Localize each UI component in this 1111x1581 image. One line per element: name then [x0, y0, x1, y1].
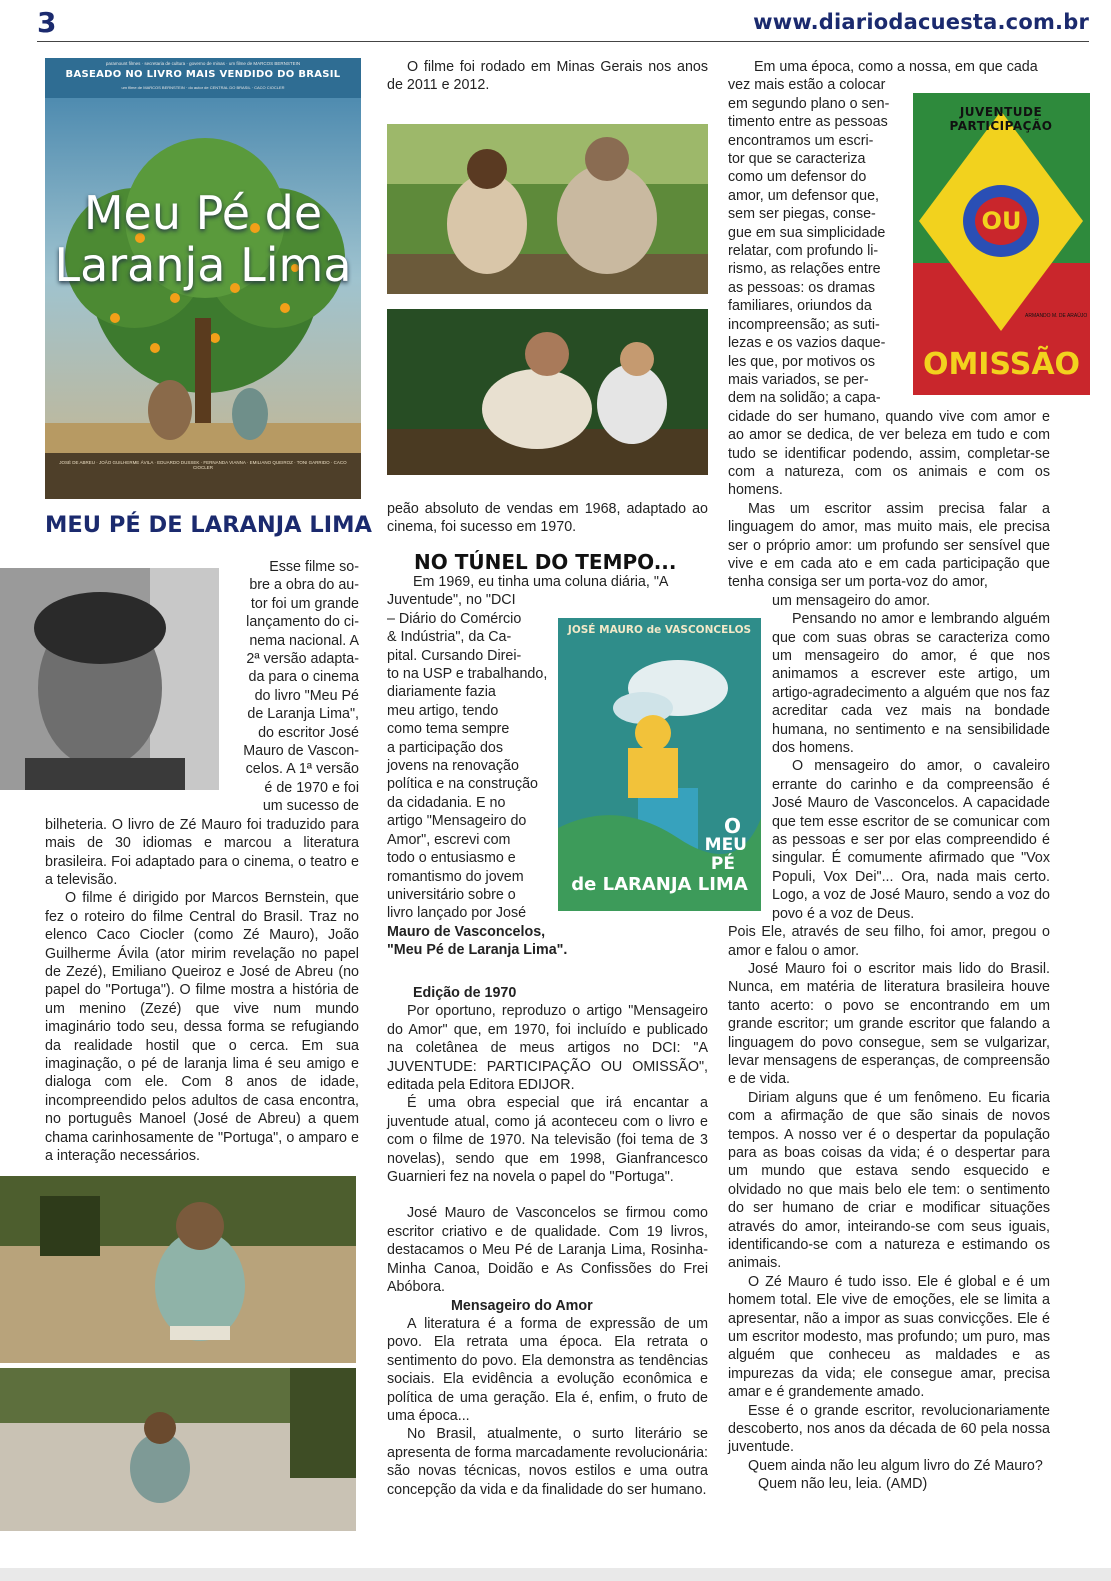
right-p1-line: timento entre as pessoas	[728, 114, 888, 131]
right-p1-line: em segundo plano o sen-	[728, 95, 890, 112]
juventude-side-text: ARMANDO M. DE ARAÚJO	[1025, 313, 1088, 319]
right-p1-first: Em uma época, como a nossa, em que cada	[754, 59, 1038, 75]
juventude-arc-text: JUVENTUDE PARTICIPAÇÃO	[949, 105, 1053, 133]
right-p4-end: Pois Ele, através de seu filho, foi amor, pregou o amor e falou o amor.	[728, 924, 1050, 959]
right-p7: O Zé Mauro é tudo isso. Ele é global e é um homem total. Ele vive de emoções, ele se limita a apresentar, não a impor as suas convicções. Ele é um escritor modesto, mas profundo; um puro, mas alguém que conheceu as maldades e as impurezas da vida; ele consegue amar, precisa amar e é grandemente amado.	[728, 1273, 1050, 1401]
tunnel-line: romantismo do jovem	[387, 868, 524, 885]
right-p1-narrow	[728, 76, 898, 407]
page-number: 3	[37, 6, 57, 39]
left-p1-line: lançamento do ci-	[246, 614, 359, 631]
article-title: MEU PÉ DE LARANJA LIMA	[45, 512, 372, 538]
poster-tagline: BASEADO NO LIVRO MAIS VENDIDO DO BRASIL	[65, 69, 341, 80]
right-p1-line: como um defensor do	[728, 169, 867, 186]
left-p1-line: celos. A 1ª versão	[245, 761, 359, 778]
poster-sub-credits: um filme de MARCOS BERNSTEIN · do autor de CENTRAL DO BRASIL · CACO CIOCLER	[121, 85, 285, 90]
left-p1-line: do escritor José	[258, 724, 359, 741]
poster-title-line1: Meu Pé de	[83, 186, 323, 240]
right-p3: Pensando no amor e lembrando alguém que com suas obras se caracteriza como um mensageiro do amor, é que nos animamos a escrever este artigo, um artigo-agradecimento a alguém que nos faz acreditar cada vez mais na bondade humana, no sentimento e na sensibilidade dos homens.	[772, 611, 1050, 757]
right-p5: José Mauro foi o escritor mais lido do Brasil. Nunca, em matéria de literatura brasileira houve tanto acerto: o povo se encontrando em um grande escritor; um grande escritor que falando a linguagem do povo consegue, sem se vulgarizar, levar mensagens de esperanças, de compreensão e de vida.	[728, 960, 1050, 1088]
spacer	[387, 1186, 708, 1204]
left-p1-line: tor foi um grande	[250, 595, 359, 612]
right-column	[728, 58, 1050, 1494]
right-p1-line: vez mais estão a colocar	[728, 77, 886, 94]
middle-intro	[387, 58, 708, 95]
right-p8: Esse é o grande escritor, revolucionariamente descoberto, nos anos da década de 60 pela nossa juventude.	[728, 1402, 1050, 1456]
middle-p-edicao2: É uma obra especial que irá encantar a juventude atual, como já aconteceu com o livro e com o filme de 1970. Na televisão (foi tema de 3 novelas), sendo que em 1998, Gianfrancesco Guarnieri fez na novela o papel do "Portuga".	[387, 1095, 708, 1186]
middle-p-jose: José Mauro de Vasconcelos se firmou como escritor criativo e de qualidade. Com 19 livros, destacamos o Meu Pé de Laranja Lima, Rosinha- Minha Canoa, Doidão e As Confissões do Frei Abóbora.	[387, 1205, 708, 1296]
tunnel-line: livro lançado por José	[387, 905, 527, 922]
right-p1-line: as pessoas: os dramas	[728, 279, 876, 296]
middle-lower	[387, 984, 708, 1499]
tunnel-title: NO TÚNEL DO TEMPO...	[414, 550, 677, 574]
left-p1-line: da para o cinema	[248, 669, 359, 686]
tunnel-line: Mauro de Vasconcelos,	[387, 923, 546, 940]
tunnel-line: "Meu Pé de Laranja Lima".	[387, 942, 568, 959]
tunnel-line: universitário sobre o	[387, 886, 516, 903]
right-p1-line: familiares, oriundos da	[728, 298, 872, 315]
left-p1-rest: bilheteria. O livro de Zé Mauro foi traduzido para mais de 30 idiomas e marcou a literatura brasileira. Foi adaptado para o cinema, o teatro e a televisão.	[45, 816, 359, 888]
left-p1-line: de Laranja Lima",	[247, 706, 359, 723]
right-p1-line: amor, um defensor que,	[728, 187, 879, 204]
left-p1-wrap	[220, 558, 359, 816]
movie-still-2	[387, 309, 708, 475]
tunnel-lines-narrow	[387, 591, 549, 922]
tunnel-line: como tema sempre	[387, 721, 510, 738]
right-p1-line: dem na solidão; a capa-	[728, 390, 881, 407]
right-p1-line: les que, por motivos os	[728, 353, 876, 370]
right-p9: Quem ainda não leu algum livro do Zé Mauro?	[748, 1457, 1043, 1474]
left-p2: O filme é dirigido por Marcos Bernstein, que fez o roteiro do filme Central do Brasil. Traz no elenco Caco Ciocler (como Zé Mauro), João Guilherme Ávila (ator mirim revelação no papel de Zezé), Emiliano Queiroz e José de Abreu (no papel do "Portuga"). O filme mostra a história de um menino (Zezé) que vive num mundo imaginário todo seu, dessa forma se refugiando da realidade hostil que o cerca. Em sua imaginação, o pé de laranja lima é seu amigo e dialoga com ele. Com 8 anos de idade, incompreendido pelos adultos de casa encontra, no português Manoel (José de Abreu) a quem chama carinhosamente de "Portuga", o amparo e a interação necessários.	[45, 890, 359, 1164]
middle-p-brasil: No Brasil, atualmente, o surto literário se apresenta de forma marcadamente revolucionária: são novas técnicas, novos estilos e uma outra concepção da vida e da finalidade do ser humano.	[387, 1426, 708, 1498]
tunnel-line: política e na construção	[387, 776, 539, 793]
right-p1-line: mais variados, se per-	[728, 371, 869, 388]
tunnel-line: todo o entusiasmo e	[387, 850, 516, 867]
right-p1-line: tor que se caracteriza	[728, 151, 866, 168]
right-p1-line: relatar, com profundo li-	[728, 243, 879, 260]
mensageiro-title: Mensageiro do Amor	[451, 1297, 593, 1314]
tunnel-line: artigo "Mensageiro do	[387, 813, 527, 830]
poster-top-credits: paramount filmes · secretaria de cultura · governo de minas · um filme de MARCOS BERNSTEIN	[105, 61, 301, 66]
left-column	[45, 558, 359, 1165]
tunnel-line: pital. Cursando Direi-	[387, 647, 522, 664]
right-p1-line: rismo, as relações entre	[728, 261, 881, 278]
tunnel-line: Amor", escrevi com	[387, 831, 511, 848]
poster-title-line2: Laranja Lima	[54, 238, 352, 292]
middle-campeao	[387, 500, 708, 537]
left-p1-line: é de 1970 e foi	[264, 779, 359, 796]
edicao-title: Edição de 1970	[413, 985, 517, 1001]
left-p1-line: um sucesso de	[262, 798, 359, 815]
right-p1-line: sem ser piegas, conse-	[728, 206, 876, 223]
juventude-bottom-text: OMISSÃO	[922, 347, 1081, 382]
boy-sitting-photo	[0, 1368, 356, 1531]
boy-reading-photo	[0, 1176, 356, 1363]
movie-still-1	[387, 124, 708, 294]
tunnel-line-first: Em 1969, eu tinha uma coluna diária, "A	[413, 574, 669, 590]
right-p6: Diriam alguns que é um fenômeno. Eu ficaria com a afirmação de que são sinais de novos tempos. A nosso ver é o despertar da população para as boas coisas da vida; é o despertar para um mundo que estava sendo esquecido e olvidado no que mais belo ele tem: o sentimento do ser humano de criar e modificar situações através do amor, inteirando-se com seus iguais, identificando-se com a natureza e estimando os animais.	[728, 1089, 1050, 1272]
right-p2-end: um mensageiro do amor.	[772, 592, 931, 609]
site-url[interactable]: www.diariodacuesta.com.br	[753, 10, 1089, 34]
book-title-o: O	[723, 814, 741, 838]
right-p1-line: encontramos um escri-	[728, 132, 874, 149]
tunnel-line: meu artigo, tendo	[387, 702, 499, 719]
right-p2: Mas um escritor assim precisa falar a linguagem do amor, mas muito mais, ele precisa ser o próprio amor: um profundo ser sensível que vive e em cada ato e em cada participação que tenha consiga ser um porta-voz do amor,	[728, 500, 1050, 591]
tunnel-line: – Diário do Comércio	[387, 610, 522, 627]
tunnel-line: & Indústria", da Ca-	[387, 629, 512, 646]
tunnel-line: Juventude", no "DCI	[387, 592, 516, 609]
middle-p-campeao: peão absoluto de vendas em 1968, adaptado ao cinema, foi sucesso em 1970.	[387, 501, 708, 536]
header-divider	[37, 41, 1089, 42]
juventude-center-text: OU	[981, 207, 1022, 235]
right-p1-line: lezas e os vazios daque-	[728, 335, 886, 352]
footer-band	[0, 1568, 1111, 1581]
right-p10: Quem não leu, leia. (AMD)	[758, 1476, 928, 1493]
left-p1-line: do livro "Meu Pé	[254, 687, 359, 704]
right-p1-line: incompreensão; as suti-	[728, 316, 880, 333]
tunnel-line: to na USP e trabalhando,	[387, 666, 548, 683]
book-title-meu: MEU	[704, 835, 747, 855]
book-author: JOSÉ MAURO de VASCONCELOS	[567, 624, 752, 636]
middle-p-intro: O filme foi rodado em Minas Gerais nos anos de 2011 e 2012.	[387, 59, 708, 94]
book-title-pe: PÉ	[710, 854, 735, 874]
tunnel-line: diariamente fazia	[387, 684, 496, 701]
book-title-main: de LARANJA LIMA	[571, 874, 748, 895]
tunnel-line: a participação dos	[387, 739, 504, 756]
middle-p-edicao1: Por oportuno, reproduzo o artigo "Mensageiro do Amor" que, em 1970, foi incluído e publicado na coletânea de meus artigos no DCI: "A JUVENTUDE: PARTICIPAÇÃO OU OMISSÃO", editada pela Editora EDIJOR.	[387, 1003, 708, 1094]
middle-p-lit: A literatura é a forma de expressão de um povo. Ela retrata uma época. Ela retrata o sentimento do povo. Ela demonstra as tendências sociais. Ela evidência a evolução econômica e política de uma geração. Ela é, enfim, o fruto de uma época...	[387, 1315, 708, 1424]
poster-cast-line: JOSÉ DE ABREU · JOÃO GUILHERME ÁVILA · EDUARDO DUSSEK · FERNANDA VIANNA · EMILIANO QUEIROZ · TONI GARRIDO · CACO CIOCLER	[59, 460, 347, 470]
tunnel-line: jovens na renovação	[387, 758, 519, 775]
right-p1-line: gue em sua simplicidade	[728, 224, 886, 241]
left-p1-line: bre a obra do au-	[249, 577, 359, 594]
left-p1-line: Mauro de Vascon-	[243, 743, 359, 760]
movie-poster	[45, 58, 361, 499]
right-indented-block	[772, 592, 1050, 923]
left-p1-line: nema nacional. A	[249, 632, 359, 649]
right-p1-rest: cidade do ser humano, quando vive com amor e ao amor se dedica, de ver beleza em tudo e com tudo se identificar podendo, assim, completar-se com a natureza, com os animais e com os homens.	[728, 408, 1050, 499]
left-p1-line: 2ª versão adapta-	[246, 651, 359, 668]
tunnel-line: da cidadania. E no	[387, 794, 506, 811]
right-p4: O mensageiro do amor, o cavaleiro errante do carinho e da compreensão é José Mauro de Vasconcelos. A capacidade que tem esse escritor de se comunicar com as pessoas e ser por elas compreendido é singular. É comumente afirmado que "Vox Populi, Vox Dei"... Ora, nada mais certo. Logo, a voz de José Mauro, sendo a voz do povo é a voz de Deus.	[772, 758, 1050, 922]
left-p1-line: Esse filme so-	[269, 559, 359, 575]
